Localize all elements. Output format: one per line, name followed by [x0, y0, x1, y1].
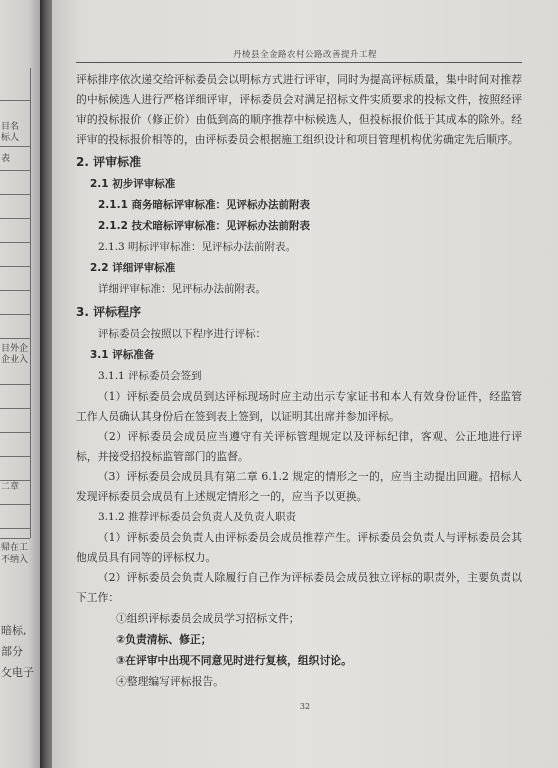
section-3-1-1-item-2: （2）评标委员会成员应当遵守有关评标管理规定以及评标纪律，客观、公正地进行评标，并接受招投标监管部门的监督。 — [76, 430, 522, 463]
left-page-line: 部分 — [1, 645, 23, 658]
section-3-1-1-heading: 3.1.1 评标委员会签到 — [98, 370, 202, 382]
section-3-1-2-item-2: （2）评标委员会负责人除履行自己作为评标委员会成员独立评标的职责外，主要负责以下工作： — [76, 571, 522, 604]
section-2-2-text: 详细评审标准：见评标办法前附表。 — [98, 283, 266, 295]
section-2-1-heading: 2.1 初步评审标准 — [90, 178, 176, 190]
left-cell-text: 帰在工 — [1, 543, 29, 553]
left-page-line: 暗标, — [1, 624, 27, 637]
section-3-1-1-item-3: （3）评标委员会成员具有第二章 6.1.2 规定的情形之一的，应当主动提出回避。招标人发现评标委员会成员有上述规定情形之一的，应当予以更换。 — [76, 470, 522, 503]
section-3-1-1-item-1: （1）评标委员会成员到达评标现场时应主动出示专家证书和本人有效身份证件，经监管工作人员确认其身份后在签到表上签到，以证明其出席并参加评标。 — [76, 390, 522, 423]
adjacent-left-page — [0, 0, 40, 768]
section-3-intro: 评标委员会按照以下程序进行评标： — [98, 328, 266, 340]
left-cell-text: 企业入 — [1, 355, 29, 365]
section-2-1-1: 2.1.1 商务暗标评审标准：见评标办法前附表 — [98, 199, 311, 211]
left-cell-text: 表 — [1, 154, 11, 164]
document-page — [52, 0, 558, 768]
section-3-1-2-item-1: （1）评标委员会负责人由评标委员会成员推荐产生。评标委员会负责人与评标委员会其他成员具有同等的评标权力。 — [76, 531, 522, 564]
intro-paragraph: 评标排序依次递交给评标委员会以明标方式进行评审，同时为提高评标质量，集中时间对推荐的中标候选人进行严格详细评审，评标委员会对满足招标文件实质要求的投标文件，按照经评审的投标报价（修正价）由低到高的顺序推荐中标候选人，但投标报价低于其成本的除外。经评审的投标报价相等的，由评标委员会根据施工组织设计和项目管理机构优劣确定先后顺序。 — [76, 73, 522, 146]
section-3-1-heading: 3.1 评标准备 — [90, 349, 155, 361]
section-3-heading: 3. 评标程序 — [76, 305, 142, 319]
section-2-1-2: 2.1.2 技术暗标评审标准：见评标办法前附表 — [98, 220, 311, 232]
duty-item: ①组织评标委员会成员学习招标文件； — [116, 612, 300, 625]
left-cell-text: 不纳入 — [1, 555, 29, 565]
left-cell-text: 二章 — [1, 482, 20, 492]
section-2-1-3: 2.1.3 明标评审标准：见评标办法前附表。 — [98, 241, 297, 253]
page-content — [76, 70, 522, 692]
left-page-line: 攵电子 — [1, 666, 34, 679]
section-3-1-2-heading: 3.1.2 推荐评标委员会负责人及负责人职责 — [98, 511, 297, 523]
section-2-2-heading: 2.2 详细评审标准 — [90, 262, 176, 274]
duty-item: ④整理编写评标报告。 — [116, 675, 224, 688]
page-number: 32 — [299, 702, 311, 711]
left-cell-text: 标人 — [1, 133, 20, 143]
running-header: 丹棱县全金路农村公路改善提升工程 — [232, 50, 377, 60]
duty-item: ③在评审中出现不同意见时进行复核，组织讨论。 — [116, 654, 352, 667]
left-cell-text: 目外企 — [1, 344, 29, 354]
section-2-heading: 2. 评审标准 — [76, 155, 142, 169]
header-rule — [76, 62, 522, 63]
duty-item: ②负责清标、修正； — [116, 633, 212, 646]
left-cell-text: 目名 — [1, 122, 20, 132]
